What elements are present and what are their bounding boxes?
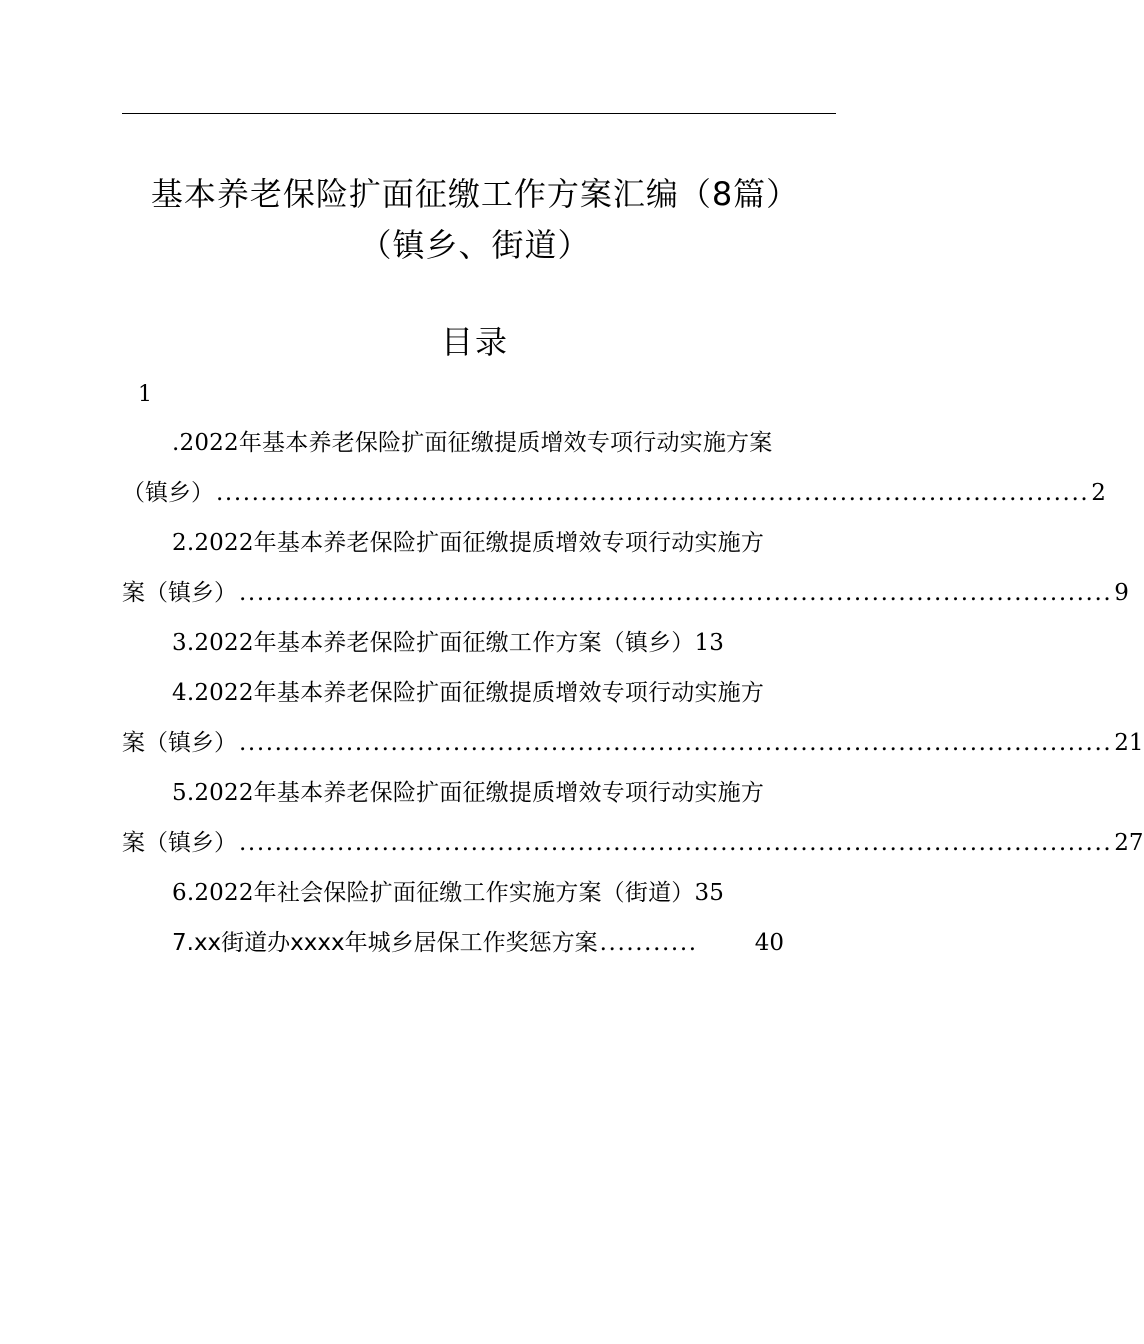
toc-entry-3[interactable]: 3.2022年基本养老保险扩面征缴工作方案（镇乡）13 <box>172 630 725 656</box>
toc-entry-7-page: 40 <box>754 930 784 956</box>
toc-entry-1-page: 2 <box>1091 480 1106 506</box>
toc-entry-7-leader: ........... <box>599 930 698 956</box>
toc-entry-2-leader: .................................................................................................. <box>239 580 1113 606</box>
toc-entry-2-text: 案（镇乡） <box>122 580 237 606</box>
toc-entry-2-page: 9 <box>1114 580 1129 606</box>
toc-entry-1-leader: .................................................................................................. <box>216 480 1090 506</box>
toc-entry-5-page: 27 <box>1114 830 1144 856</box>
toc-entry-4-leader: .................................................................................................. <box>239 730 1113 756</box>
toc-entry-7[interactable] <box>172 926 784 960</box>
document-title-line-2: （镇乡、街道） <box>359 226 591 264</box>
toc-entry-2-line-1[interactable]: 2.2022年基本养老保险扩面征缴提质增效专项行动实施方 <box>172 530 765 556</box>
toc-entry-5-leader: .................................................................................................. <box>239 830 1113 856</box>
toc-entry-1-line-1[interactable]: .2022年基本养老保险扩面征缴提质增效专项行动实施方案 <box>172 430 773 456</box>
toc-entry-4-text: 案（镇乡） <box>122 730 237 756</box>
toc-entry-4-page: 21 <box>1114 730 1144 756</box>
header-rule <box>122 113 836 114</box>
document-title-line-1: 基本养老保险扩面征缴工作方案汇编（8篇） <box>150 175 800 213</box>
toc-entry-5-line-2[interactable] <box>122 826 1144 860</box>
toc-entry-5-line-1[interactable]: 5.2022年基本养老保险扩面征缴提质增效专项行动实施方 <box>172 780 765 806</box>
toc-entry-5-text: 案（镇乡） <box>122 830 237 856</box>
toc-entry-1-text: （镇乡） <box>122 480 214 506</box>
toc-heading: 目录 <box>440 323 509 361</box>
toc-entry-4-line-2[interactable] <box>122 726 1144 760</box>
toc-entry-7-text: 7.xx街道办xxxx年城乡居保工作奖惩方案 <box>172 930 598 956</box>
toc-entry-4-line-1[interactable]: 4.2022年基本养老保险扩面征缴提质增效专项行动实施方 <box>172 680 765 706</box>
stray-list-number: 1 <box>138 382 152 407</box>
toc-entry-6[interactable]: 6.2022年社会保险扩面征缴工作实施方案（街道）35 <box>172 880 725 906</box>
toc-entry-2-line-2[interactable] <box>122 576 1129 610</box>
toc-entry-1-line-2[interactable] <box>122 476 1106 510</box>
